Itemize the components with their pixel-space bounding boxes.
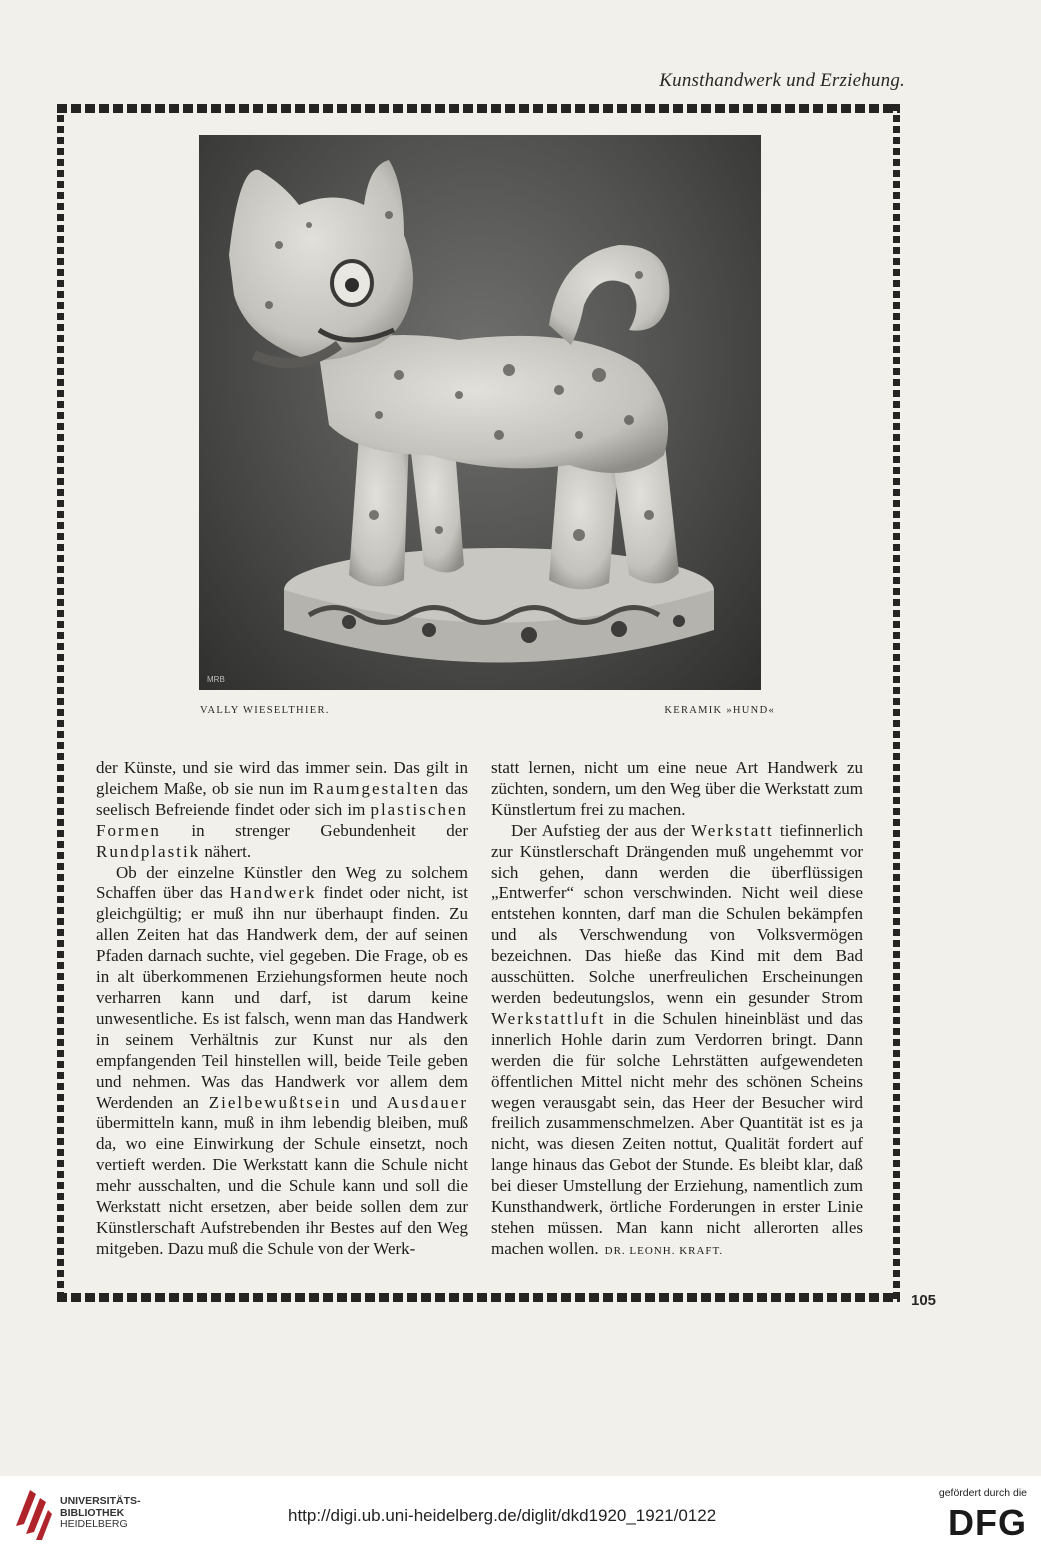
ceramic-dog-photo bbox=[199, 135, 761, 690]
running-title: Kunsthandwerk und Erziehung. bbox=[659, 70, 905, 91]
paragraph: der Künste, und sie wird das immer sein. Das gilt in gleichem Maße, ob sie nun im Raumgestalten das seelisch Befreiende findet oder sich im plastischen Formen in strenger Gebundenheit der Rundplastik nähert. bbox=[96, 758, 469, 861]
caption-artist: VALLY WIESELTHIER. bbox=[200, 705, 330, 716]
border-bottom bbox=[57, 1293, 900, 1302]
text-column-right bbox=[491, 758, 863, 1262]
permalink-url[interactable]: http://digi.ub.uni-heidelberg.de/diglit/dkd1920_1921/0122 bbox=[288, 1506, 717, 1525]
photo-monogram: MRB bbox=[207, 675, 225, 684]
university-library-logo-icon bbox=[12, 1486, 52, 1542]
paragraph: Ob der einzelne Künstler den Weg zu solchem Schaffen über das Handwerk findet oder nicht, ist gleichgültig; er muß ihn nur überhaupt finden. Zu allen Zeiten hat das Handwerk dem, der auf seinen Pfaden darnach suchte, viel gegeben. Die Frage, ob es in alt überkommenen Erziehungsformen heute noch verharren kann und darf, ist darum keine unwesentliche. Es ist falsch, wenn man das Handwerk in seinem Verhältnis zur Kunst nur als den empfangenden Teil hinstellen will, beide Teile geben und nehmen. Was das Handwerk vor allem dem Werdenden an Zielbewußtsein und Ausdauer übermitteln kann, muß in ihm lebendig bleiben, muß da, wo eine Einwirkung der Schule einsetzt, noch vertieft werden. Die Werkstatt kann die Schule nicht mehr ausschalten, und die Schule kann und soll die Werkstatt nicht ersetzen, aber beide sollen dem zur Künstlerschaft Aufstrebenden ihr Bestes auf den Weg mitgeben. Dazu muß die Schule von der Werk- bbox=[96, 862, 468, 1258]
page-number: 105 bbox=[911, 1292, 937, 1309]
institution-name: UNIVERSITÄTS- BIBLIOTHEK HEIDELBERG bbox=[60, 1495, 141, 1530]
caption-title: KERAMIK »HUND« bbox=[664, 705, 775, 716]
author-signature: DR. LEONH. KRAFT. bbox=[604, 1244, 724, 1257]
digitization-footer bbox=[0, 1476, 1041, 1551]
paragraph: statt lernen, nicht um eine neue Art Handwerk zu züchten, sondern, um den Weg über die Werkstatt zum Künstlertum frei zu machen. bbox=[491, 758, 863, 819]
dog-front-leg bbox=[349, 435, 409, 586]
dfg-logo: DFG bbox=[948, 1502, 1027, 1543]
paragraph: Der Aufstieg der aus der Werkstatt tiefinnerlich zur Künstlerschaft Drängenden muß ungehemmt vor sich gehen, dann werden die überflüssigen „Entwerfer“ schon verschwinden. Nicht weil diese entstehen konnten, darf man die Schulen bekämpfen und als Verschwendung von Volksvermögen bezeichnen. Das hieße das Kind mit dem Bad ausschütten. Solche unerfreulichen Erscheinungen werden bedeutungslos, wenn ein gesunder Strom Werkstattluft in die Schulen hineinbläst und das innerlich Hohle darin zum Verdorren bringt. Dann werden die für solche Lehrstätten aufgewendeten öffentlichen Mittel nicht mehr des schönen Scheins wegen verausgabt sein, das Heer der Besucher wird freilich zusammenschmelzen. Aber Quantität ist es ja nicht, was diesen Zeiten nottut, Qualität fordert auf lange hinaus das Gebot der Stunde. Es bleibt klar, daß bei dieser Umstellung der Erziehung, namentlich zum Kunsthandwerk, örtliche Forderungen in erster Linie stehen müssen. Man kann nicht allerorten alles machen wollen. DR. LEONH. KRAFT. bbox=[491, 820, 863, 1258]
dog-hind-leg bbox=[549, 455, 619, 589]
text-column-left bbox=[96, 758, 468, 1260]
dog-tail bbox=[549, 245, 669, 345]
border-right bbox=[893, 104, 900, 1302]
funded-by-label: gefördert durch die bbox=[938, 1487, 1027, 1499]
border-top bbox=[57, 104, 900, 113]
border-left bbox=[57, 104, 64, 1302]
